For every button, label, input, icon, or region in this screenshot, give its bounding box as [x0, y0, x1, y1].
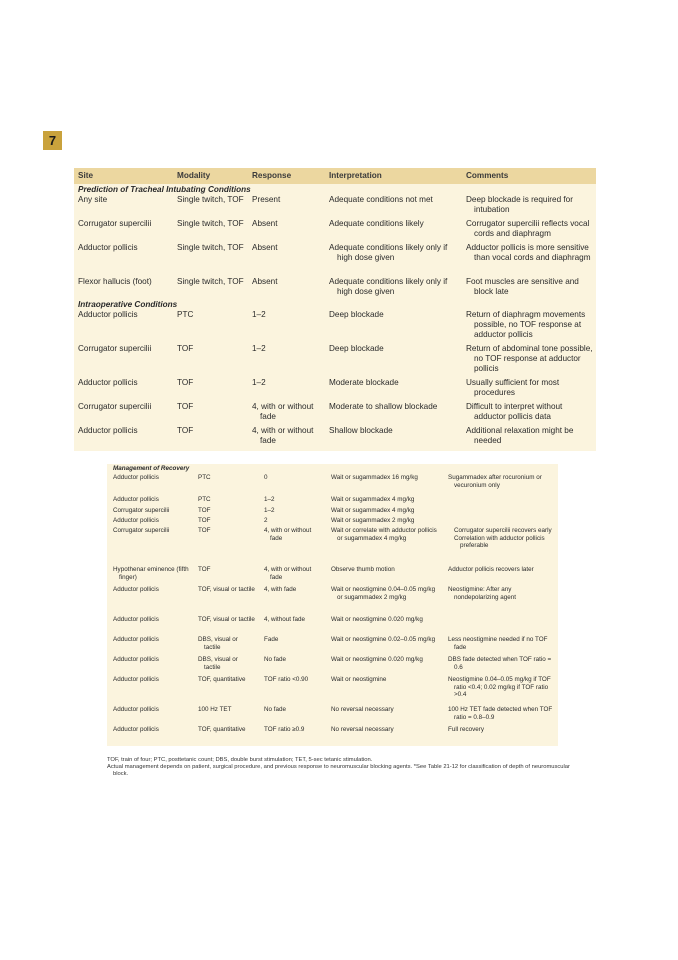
table-row [74, 344, 596, 378]
cell-interpretation: Moderate to shallow blockade [329, 402, 438, 411]
header-site: Site [78, 171, 94, 180]
cell-modality: Single twitch, TOF [177, 277, 244, 286]
table-row [107, 474, 558, 496]
table-header-row [74, 168, 596, 184]
chapter-number-badge: 7 [43, 131, 62, 150]
table-row [107, 706, 558, 726]
cell-modality: TOF, visual or tactile [198, 586, 255, 593]
cell-site: Adductor pollicis [113, 586, 159, 593]
cell-modality: TOF [177, 344, 194, 353]
cell-response: 4, with or without fade [252, 402, 314, 421]
table-row [107, 507, 558, 517]
cell-modality: TOF [198, 507, 211, 514]
cell-action: Wait or sugammadex 2 mg/kg [331, 517, 415, 524]
cell-site: Adductor pollicis [113, 636, 159, 643]
table-row [74, 195, 596, 219]
cell-response: Absent [252, 277, 278, 286]
cell-response: 0 [264, 474, 268, 481]
comment-line: Corrugator supercilii recovers early [454, 527, 552, 534]
cell-site: Adductor pollicis [78, 243, 138, 252]
cell-site: Adductor pollicis [78, 378, 138, 387]
cell-comments: Deep blockade is required for intubation [466, 195, 573, 214]
cell-action: Wait or neostigmine 0.020 mg/kg [331, 616, 423, 623]
cell-interpretation: Deep blockade [329, 310, 384, 319]
cell-modality: TOF [177, 426, 194, 435]
cell-site: Corrugator supercilii [113, 527, 170, 534]
cell-modality: PTC [198, 474, 211, 481]
cell-action: Wait or correlate with adductor pollicis or sugammadex 4 mg/kg [331, 527, 437, 542]
footnote-abbreviations: TOF, train of four; PTC, posttetanic count; DBS, double burst stimulation; TET, 5-sec tetanic stimulation. [107, 757, 373, 763]
cell-site: Hypothenar eminence (fifth finger) [113, 566, 189, 581]
cell-modality: Single twitch, TOF [177, 219, 244, 228]
cell-comments [442, 496, 558, 507]
cell-comments: Less neostigmine needed if no TOF fade [448, 636, 548, 651]
cell-action: Wait or sugammadex 4 mg/kg [331, 507, 415, 514]
cell-action: Wait or neostigmine 0.04–0.05 mg/kg or sugammadex 2 mg/kg [331, 586, 436, 601]
cell-response: 2 [264, 517, 268, 524]
cell-response: 4, without fade [264, 616, 305, 623]
cell-site: Adductor pollicis [113, 616, 159, 623]
header-response: Response [252, 171, 292, 180]
cell-action: Wait or neostigmine 0.020 mg/kg [331, 656, 423, 663]
cell-comments [442, 517, 558, 527]
table-row [107, 566, 558, 586]
cell-comments: Difficult to interpret without adductor pollicis data [466, 402, 563, 421]
cell-site: Adductor pollicis [113, 656, 159, 663]
cell-response: TOF ratio ≥0.9 [264, 726, 305, 733]
table-row [107, 656, 558, 676]
cell-response: No fade [264, 656, 287, 663]
cell-modality: TOF, quantitative [198, 676, 246, 683]
cell-comments: Return of diaphragm movements possible, no TOF response at adductor pollicis [466, 310, 586, 339]
cell-modality: PTC [198, 496, 211, 503]
cell-response: 1–2 [252, 310, 266, 319]
cell-site: Adductor pollicis [113, 496, 159, 503]
cell-site: Adductor pollicis [78, 426, 138, 435]
cell-site: Flexor hallucis (foot) [78, 277, 152, 286]
header-interpretation: Interpretation [329, 171, 382, 180]
table-row [107, 676, 558, 706]
cell-modality: TOF [177, 402, 194, 411]
cell-comments [442, 527, 558, 566]
cell-interpretation: Adequate conditions likely only if high dose given [329, 277, 448, 296]
table-row [107, 636, 558, 656]
cell-comments: Neostigmine 0.04–0.05 mg/kg if TOF ratio <0.4; 0.02 mg/kg if TOF ratio >0.4 [448, 676, 551, 699]
cell-interpretation: Deep blockade [329, 344, 384, 353]
cell-response: 1–2 [252, 378, 266, 387]
cell-site: Adductor pollicis [113, 517, 159, 524]
cell-comments: Neostigmine: After any nondepolarizing agent [448, 586, 516, 601]
cell-modality: TOF, visual or tactile [198, 616, 255, 623]
section-title-intubation: Prediction of Tracheal Intubating Conditions [78, 185, 251, 194]
table-row [74, 277, 596, 299]
table-row [107, 496, 558, 507]
cell-action: Wait or neostigmine 0.02–0.05 mg/kg [331, 636, 436, 643]
table-row [107, 726, 558, 746]
table-row [107, 527, 558, 566]
cell-comments: Return of abdominal tone possible, no TOF response at adductor pollicis [466, 344, 593, 373]
cell-comments: DBS fade detected when TOF ratio = 0.6 [448, 656, 552, 671]
cell-site: Any site [78, 195, 108, 204]
cell-response: Present [252, 195, 281, 204]
cell-comments: Sugammadex after rocuronium or vecuronium only [448, 474, 542, 489]
cell-comments: Corrugator supercilii reflects vocal cords and diaphragm [466, 219, 590, 238]
cell-action: Observe thumb motion [331, 566, 395, 573]
cell-site: Corrugator supercilii [113, 507, 170, 514]
cell-action: Wait or sugammadex 16 mg/kg [331, 474, 418, 481]
cell-response: 4, with or without fade [264, 527, 312, 542]
table-row [74, 378, 596, 402]
section-title-recovery: Management of Recovery [113, 465, 190, 472]
cell-site: Adductor pollicis [113, 474, 159, 481]
cell-modality: TOF [177, 378, 194, 387]
cell-comments: Full recovery [448, 726, 485, 733]
cell-action: Wait or sugammadex 4 mg/kg [331, 496, 415, 503]
table-footnotes [107, 757, 577, 778]
table-row [74, 243, 596, 277]
cell-site: Adductor pollicis [113, 706, 159, 713]
footnote-management: Actual management depends on patient, surgical procedure, and previous response to neuromuscular blocking agents. *See Table 21-12 for classification of depth of neuromuscular block. [107, 764, 570, 777]
table-row [74, 426, 596, 451]
cell-response: Absent [252, 243, 278, 252]
cell-response: No fade [264, 706, 287, 713]
cell-modality: PTC [177, 310, 194, 319]
cell-response: 1–2 [264, 496, 275, 503]
cell-modality: Single twitch, TOF [177, 243, 244, 252]
cell-comments: Additional relaxation might be needed [466, 426, 574, 445]
cell-comments [442, 616, 558, 636]
cell-response: 1–2 [264, 507, 275, 514]
cell-interpretation: Shallow blockade [329, 426, 393, 435]
header-comments: Comments [466, 171, 509, 180]
cell-modality: 100 Hz TET [198, 706, 232, 713]
cell-site: Corrugator supercilii [78, 219, 152, 228]
cell-modality: DBS, visual or tactile [198, 636, 238, 651]
header-modality: Modality [177, 171, 211, 180]
table-row [107, 517, 558, 527]
cell-response: Fade [264, 636, 279, 643]
table-row [74, 219, 596, 243]
table-row [74, 402, 596, 426]
monitoring-table [74, 168, 596, 451]
cell-interpretation: Adequate conditions likely only if high dose given [329, 243, 448, 262]
cell-modality: TOF [198, 517, 211, 524]
recovery-table [107, 464, 558, 746]
cell-action: No reversal necessary [331, 726, 394, 733]
section-title-intraoperative: Intraoperative Conditions [78, 300, 178, 309]
cell-interpretation: Adequate conditions not met [329, 195, 433, 204]
comment-line: Correlation with adductor pollicis preferable [454, 534, 545, 550]
cell-interpretation: Moderate blockade [329, 378, 399, 387]
cell-modality: TOF, quantitative [198, 726, 246, 733]
cell-modality: DBS, visual or tactile [198, 656, 238, 671]
cell-response: Absent [252, 219, 278, 228]
table-row [107, 586, 558, 616]
cell-comments: 100 Hz TET fade detected when TOF ratio = 0.8–0.9 [448, 706, 553, 721]
cell-response: 4, with or without fade [264, 566, 312, 581]
cell-site: Adductor pollicis [113, 726, 159, 733]
cell-response: 1–2 [252, 344, 266, 353]
cell-site: Corrugator supercilii [78, 402, 152, 411]
cell-modality: Single twitch, TOF [177, 195, 244, 204]
cell-modality: TOF [198, 527, 211, 534]
cell-interpretation: Adequate conditions likely [329, 219, 424, 228]
cell-action: Wait or neostigmine [331, 676, 387, 683]
table-row [74, 310, 596, 344]
cell-modality: TOF [198, 566, 211, 573]
cell-action: No reversal necessary [331, 706, 394, 713]
cell-response: 4, with or without fade [252, 426, 314, 445]
cell-response: 4, with fade [264, 586, 297, 593]
cell-comments: Usually sufficient for most procedures [466, 378, 560, 397]
cell-site: Corrugator supercilii [78, 344, 152, 353]
cell-site: Adductor pollicis [113, 676, 159, 683]
cell-response: TOF ratio <0.90 [264, 676, 309, 683]
cell-site: Adductor pollicis [78, 310, 138, 319]
cell-comments: Adductor pollicis recovers later [448, 566, 534, 573]
cell-comments: Adductor pollicis is more sensitive than vocal cords and diaphragm [466, 243, 591, 262]
table-row [107, 616, 558, 636]
cell-comments [442, 507, 558, 517]
cell-comments: Foot muscles are sensitive and block late [466, 277, 579, 296]
